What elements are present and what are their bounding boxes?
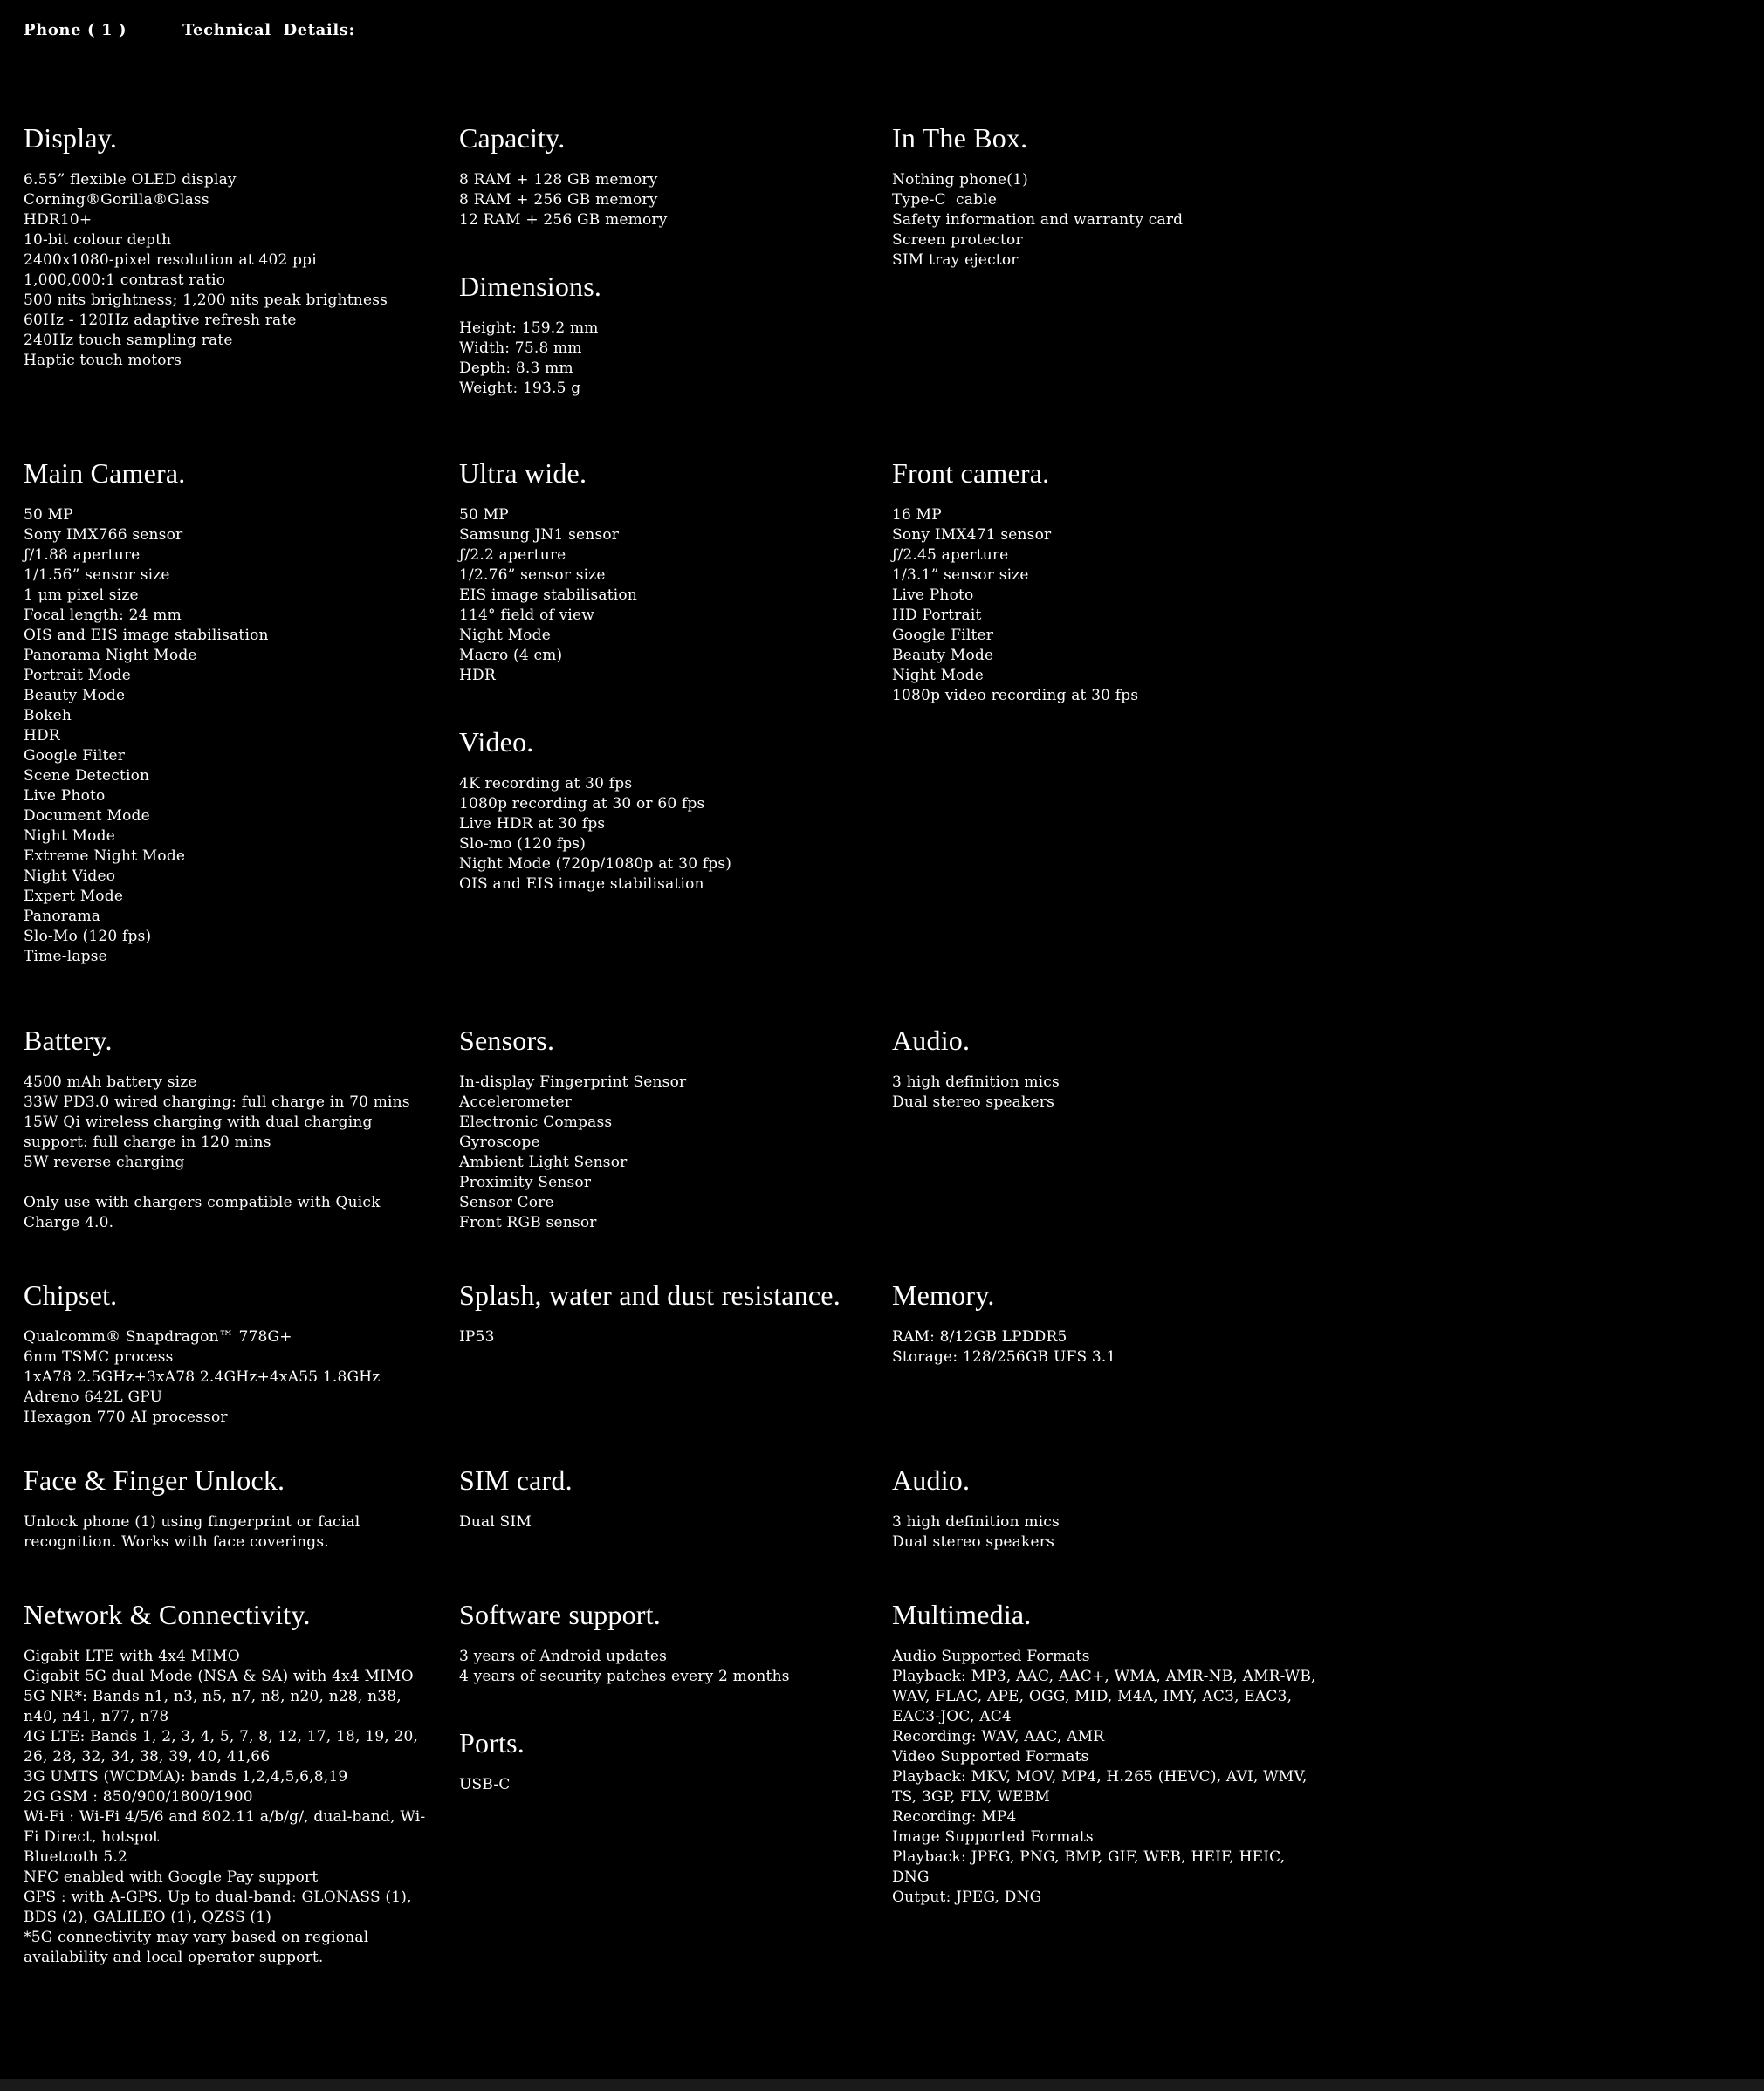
spec-line: Dual stereo speakers	[892, 1532, 1055, 1551]
page-title: Technical Details:	[182, 21, 355, 39]
section-lines-ultra-wide	[459, 505, 868, 686]
section-audio	[892, 1025, 1321, 1113]
spec-row-6	[24, 1599, 1346, 1968]
spec-line: Corning®Gorilla®Glass	[24, 190, 209, 209]
spec-line: 4K recording at 30 fps	[459, 774, 633, 792]
section-lines-display	[24, 170, 435, 371]
spec-line: Recording: WAV, AAC, AMR	[892, 1727, 1105, 1745]
spec-row-5	[24, 1464, 1346, 1553]
section-face-finger-unlock	[24, 1464, 435, 1553]
spec-line: Safety information and warranty card	[892, 210, 1184, 229]
spec-line: Adreno 642L GPU	[24, 1388, 163, 1406]
spec-line: 114° field of view	[459, 606, 595, 624]
section-battery	[24, 1025, 435, 1233]
brand-label: Phone ( 1 )	[24, 21, 127, 39]
section-lines-sensors	[459, 1073, 868, 1233]
section-title-ports: Ports.	[459, 1726, 525, 1758]
spec-line: 1080p recording at 30 or 60 fps	[459, 794, 705, 812]
spec-line: Live Photo	[24, 786, 106, 805]
spec-line: Sony IMX471 sensor	[892, 525, 1052, 544]
spec-line: 2G GSM : 850/900/1800/1900	[24, 1787, 253, 1806]
section-software-support	[459, 1599, 868, 1687]
spec-cell	[459, 1025, 892, 1233]
section-title-audio: Audio.	[892, 1025, 971, 1056]
spec-line: 3G UMTS (WCDMA): bands 1,2,4,5,6,8,19	[24, 1767, 348, 1786]
spec-line: Night Video	[24, 867, 116, 885]
spec-line: 240Hz touch sampling rate	[24, 331, 233, 349]
spec-line: 5W reverse charging	[24, 1153, 185, 1171]
spec-line: HDR	[24, 726, 60, 744]
section-title-in-the-box: In The Box.	[892, 122, 1028, 154]
spec-line: Width: 75.8 mm	[459, 339, 582, 357]
spec-line: Macro (4 cm)	[459, 646, 563, 664]
spec-line: Night Mode	[892, 666, 984, 684]
section-sim-card	[459, 1464, 868, 1532]
spec-line: Nothing phone(1)	[892, 170, 1028, 189]
spec-line: Scene Detection	[24, 766, 150, 785]
spec-line: 2400x1080-pixel resolution at 402 ppi	[24, 250, 317, 269]
spec-line: Front RGB sensor	[459, 1213, 597, 1231]
spec-line: 1080p video recording at 30 fps	[892, 686, 1139, 704]
spec-cell	[892, 1464, 1346, 1553]
section-network-connectivity	[24, 1599, 435, 1968]
spec-line: 3 high definition mics	[892, 1512, 1060, 1531]
section-title-battery: Battery.	[24, 1025, 113, 1056]
spec-line: GPS : with A-GPS. Up to dual-band: GLONASS (1), BDS (2), GALILEO (1), QZSS (1)	[24, 1888, 417, 1926]
spec-line: Dual stereo speakers	[892, 1093, 1055, 1111]
spec-line: Accelerometer	[459, 1093, 573, 1111]
spec-line: Playback: MP3, AAC, AAC+, WMA, AMR-NB, AMR-WB, WAV, FLAC, APE, OGG, MID, M4A, IMY, AC3, EAC3, EAC3-JOC, AC4	[892, 1667, 1321, 1725]
spec-line: 1xA78 2.5GHz+3xA78 2.4GHz+4xA55 1.8GHz	[24, 1368, 381, 1386]
spec-line: Screen protector	[892, 230, 1023, 249]
spec-line: Type-C cable	[892, 190, 998, 209]
spec-line: Gigabit 5G dual Mode (NSA & SA) with 4x4 MIMO	[24, 1667, 414, 1685]
section-splash-resistance	[459, 1279, 868, 1347]
section-title-capacity: Capacity.	[459, 122, 566, 154]
spec-line: Playback: MKV, MOV, MP4, H.265 (HEVC), AVI, WMV, TS, 3GP, FLV, WEBM	[892, 1767, 1313, 1806]
spec-line: Bokeh	[24, 706, 72, 724]
section-title-software-support: Software support.	[459, 1599, 661, 1630]
spec-line: Unlock phone (1) using fingerprint or facial recognition. Works with face coverings.	[24, 1512, 365, 1551]
spec-line: 6nm TSMC process	[24, 1347, 174, 1366]
section-lines-main-camera	[24, 505, 435, 967]
section-lines-audio	[892, 1073, 1321, 1113]
section-ports	[459, 1727, 868, 1795]
spec-line: OIS and EIS image stabilisation	[459, 874, 704, 893]
spec-line: EIS image stabilisation	[459, 586, 638, 604]
section-multimedia	[892, 1599, 1321, 1908]
spec-line: Night Mode	[24, 826, 115, 845]
spec-line: Samsung JN1 sensor	[459, 525, 620, 544]
spec-line: OIS and EIS image stabilisation	[24, 626, 269, 644]
spec-line: 1,000,000:1 contrast ratio	[24, 271, 226, 289]
section-title-memory: Memory.	[892, 1279, 995, 1311]
spec-line: Height: 159.2 mm	[459, 319, 599, 337]
spec-cell	[24, 1464, 459, 1553]
spec-line: Slo-mo (120 fps)	[459, 834, 587, 853]
spec-line: 4500 mAh battery size	[24, 1073, 197, 1091]
spec-line: Recording: MP4	[892, 1807, 1017, 1826]
spec-cell	[459, 122, 892, 399]
spec-line: USB-C	[459, 1775, 511, 1793]
section-lines-sim-card	[459, 1512, 868, 1532]
spec-row-1	[24, 122, 1346, 399]
spec-line: In-display Fingerprint Sensor	[459, 1073, 687, 1091]
spec-row-2	[24, 457, 1346, 967]
spec-line: Playback: JPEG, PNG, BMP, GIF, WEB, HEIF, HEIC, DNG	[892, 1848, 1290, 1886]
spec-line: NFC enabled with Google Pay support	[24, 1868, 319, 1886]
spec-cell	[24, 122, 459, 399]
spec-line: Panorama	[24, 907, 101, 925]
spec-line: Storage: 128/256GB UFS 3.1	[892, 1347, 1116, 1366]
spec-line: Google Filter	[892, 626, 994, 644]
spec-line: Google Filter	[24, 746, 126, 764]
spec-row-3	[24, 1025, 1346, 1233]
spec-line: ƒ/2.45 aperture	[892, 545, 1009, 564]
spec-line: HDR10+	[24, 210, 93, 229]
section-lines-in-the-box	[892, 170, 1321, 271]
spec-line: Output: JPEG, DNG	[892, 1888, 1042, 1906]
spec-line: 1 μm pixel size	[24, 586, 139, 604]
spec-line: Depth: 8.3 mm	[459, 359, 573, 377]
section-dimensions	[459, 271, 868, 399]
section-lines-audio-2	[892, 1512, 1321, 1553]
spec-line: Expert Mode	[24, 887, 124, 905]
spec-row-4	[24, 1279, 1346, 1428]
spec-line: Qualcomm® Snapdragon™ 778G+	[24, 1327, 292, 1346]
section-in-the-box	[892, 122, 1321, 271]
section-lines-video	[459, 774, 868, 895]
spec-line: HD Portrait	[892, 606, 982, 624]
spec-line: 1/1.56” sensor size	[24, 566, 170, 584]
spec-line: Ambient Light Sensor	[459, 1153, 628, 1171]
section-lines-software-support	[459, 1647, 868, 1687]
spec-line: 500 nits brightness; 1,200 nits peak brightness	[24, 291, 388, 309]
spec-line: 3 high definition mics	[892, 1073, 1060, 1091]
spec-line: 15W Qi wireless charging with dual charging support: full charge in 120 mins	[24, 1113, 378, 1151]
spec-line: 3 years of Android updates	[459, 1647, 668, 1665]
spec-line: Night Mode (720p/1080p at 30 fps)	[459, 854, 732, 873]
spec-line: 1/3.1” sensor size	[892, 566, 1029, 584]
spec-line: 10-bit colour depth	[24, 230, 172, 249]
spec-line: Dual SIM	[459, 1512, 532, 1531]
spec-line: 60Hz - 120Hz adaptive refresh rate	[24, 311, 297, 329]
section-title-face-finger-unlock: Face & Finger Unlock.	[24, 1464, 285, 1496]
spec-line: Proximity Sensor	[459, 1173, 592, 1191]
spec-line: Panorama Night Mode	[24, 646, 197, 664]
spec-line: ƒ/2.2 aperture	[459, 545, 566, 564]
section-title-sensors: Sensors.	[459, 1025, 555, 1056]
section-lines-capacity	[459, 170, 868, 230]
spec-line: Extreme Night Mode	[24, 847, 186, 865]
spec-line: 4 years of security patches every 2 months	[459, 1667, 790, 1685]
spec-line: SIM tray ejector	[892, 250, 1019, 269]
spec-line: 6.55” flexible OLED display	[24, 170, 237, 189]
section-title-sim-card: SIM card.	[459, 1464, 573, 1496]
spec-cell	[892, 1599, 1346, 1968]
spec-cell	[459, 457, 892, 967]
section-title-front-camera: Front camera.	[892, 457, 1050, 489]
section-chipset	[24, 1279, 435, 1428]
spec-line: Image Supported Formats	[892, 1827, 1094, 1846]
section-title-network-connectivity: Network & Connectivity.	[24, 1599, 311, 1630]
spec-line: 4G LTE: Bands 1, 2, 3, 4, 5, 7, 8, 12, 17, 18, 19, 20, 26, 28, 32, 34, 38, 39, 40, 41,66	[24, 1727, 423, 1765]
section-title-main-camera: Main Camera.	[24, 457, 186, 489]
spec-line: Electronic Compass	[459, 1113, 613, 1131]
spec-line: Portrait Mode	[24, 666, 132, 684]
spec-line: Sensor Core	[459, 1193, 554, 1211]
spec-line: Gyroscope	[459, 1133, 540, 1151]
battery-note: Only use with chargers compatible with Quick Charge 4.0.	[24, 1193, 386, 1231]
spec-line: Beauty Mode	[892, 646, 994, 664]
section-lines-front-camera	[892, 505, 1321, 706]
spec-cell	[892, 1025, 1346, 1233]
spec-cell	[24, 1025, 459, 1233]
spec-cell	[459, 1279, 892, 1428]
section-sensors	[459, 1025, 868, 1233]
spec-cell	[459, 1464, 892, 1553]
spec-line: Weight: 193.5 g	[459, 379, 581, 397]
page-header	[24, 21, 355, 39]
spec-line: Hexagon 770 AI processor	[24, 1408, 228, 1426]
spec-line: Live Photo	[892, 586, 974, 604]
spec-line: Night Mode	[459, 626, 551, 644]
section-lines-chipset	[24, 1327, 435, 1428]
section-front-camera	[892, 457, 1321, 706]
spec-cell	[892, 1279, 1346, 1428]
spec-cell	[24, 1279, 459, 1428]
spec-line: Audio Supported Formats	[892, 1647, 1090, 1665]
spec-line: ƒ/1.88 aperture	[24, 545, 141, 564]
spec-line: 50 MP	[24, 505, 73, 524]
section-lines-battery	[24, 1073, 435, 1173]
section-lines-face-finger-unlock	[24, 1512, 435, 1553]
footer-bar	[0, 2079, 1764, 2091]
section-display	[24, 122, 435, 371]
spec-line: 1/2.76” sensor size	[459, 566, 606, 584]
section-video	[459, 726, 868, 895]
section-lines-multimedia	[892, 1647, 1321, 1908]
spec-line: 16 MP	[892, 505, 942, 524]
spec-cell	[892, 457, 1346, 967]
spec-line: IP53	[459, 1327, 495, 1346]
section-title-chipset: Chipset.	[24, 1279, 118, 1311]
spec-line: Live HDR at 30 fps	[459, 814, 606, 833]
spec-line: Slo-Mo (120 fps)	[24, 927, 152, 945]
section-main-camera	[24, 457, 435, 967]
section-lines-memory	[892, 1327, 1321, 1368]
spec-line: Beauty Mode	[24, 686, 126, 704]
section-title-splash-resistance: Splash, water and dust resistance.	[459, 1279, 841, 1311]
spec-line: Sony IMX766 sensor	[24, 525, 183, 544]
section-memory	[892, 1279, 1321, 1368]
spec-line: Video Supported Formats	[892, 1747, 1089, 1765]
spec-cell	[892, 122, 1346, 399]
spec-line: 12 RAM + 256 GB memory	[459, 210, 668, 229]
spec-cell	[24, 457, 459, 967]
spec-line: 33W PD3.0 wired charging: full charge in 70 mins	[24, 1093, 410, 1111]
spec-cell	[459, 1599, 892, 1968]
spec-line: Focal length: 24 mm	[24, 606, 182, 624]
spec-cell	[24, 1599, 459, 1968]
section-lines-dimensions	[459, 319, 868, 399]
section-title-dimensions: Dimensions.	[459, 270, 602, 302]
spec-line: HDR	[459, 666, 496, 684]
spec-line: *5G connectivity may vary based on regional availability and local operator support.	[24, 1928, 374, 1966]
section-lines-splash-resistance	[459, 1327, 868, 1347]
spec-line: Bluetooth 5.2	[24, 1848, 128, 1866]
spec-line: 5G NR*: Bands n1, n3, n5, n7, n8, n20, n28, n38, n40, n41, n77, n78	[24, 1687, 407, 1725]
section-capacity	[459, 122, 868, 230]
spec-line: Wi-Fi : Wi-Fi 4/5/6 and 802.11 a/b/g/, dual-band, Wi-Fi Direct, hotspot	[24, 1807, 426, 1846]
spec-line: 8 RAM + 128 GB memory	[459, 170, 658, 189]
section-title-audio-2: Audio.	[892, 1464, 971, 1496]
section-ultra-wide	[459, 457, 868, 686]
spec-line: 8 RAM + 256 GB memory	[459, 190, 658, 209]
spec-line: Document Mode	[24, 806, 150, 825]
section-lines-network-connectivity	[24, 1647, 435, 1968]
section-audio-2	[892, 1464, 1321, 1553]
spec-line: Time-lapse	[24, 947, 107, 965]
spec-line: 50 MP	[459, 505, 509, 524]
spec-line: Haptic touch motors	[24, 351, 182, 369]
spec-line: RAM: 8/12GB LPDDR5	[892, 1327, 1067, 1346]
section-title-display: Display.	[24, 122, 118, 154]
section-title-multimedia: Multimedia.	[892, 1599, 1032, 1630]
section-title-video: Video.	[459, 725, 534, 758]
section-lines-ports	[459, 1775, 868, 1795]
section-title-ultra-wide: Ultra wide.	[459, 457, 587, 489]
spec-line: Gigabit LTE with 4x4 MIMO	[24, 1647, 240, 1665]
